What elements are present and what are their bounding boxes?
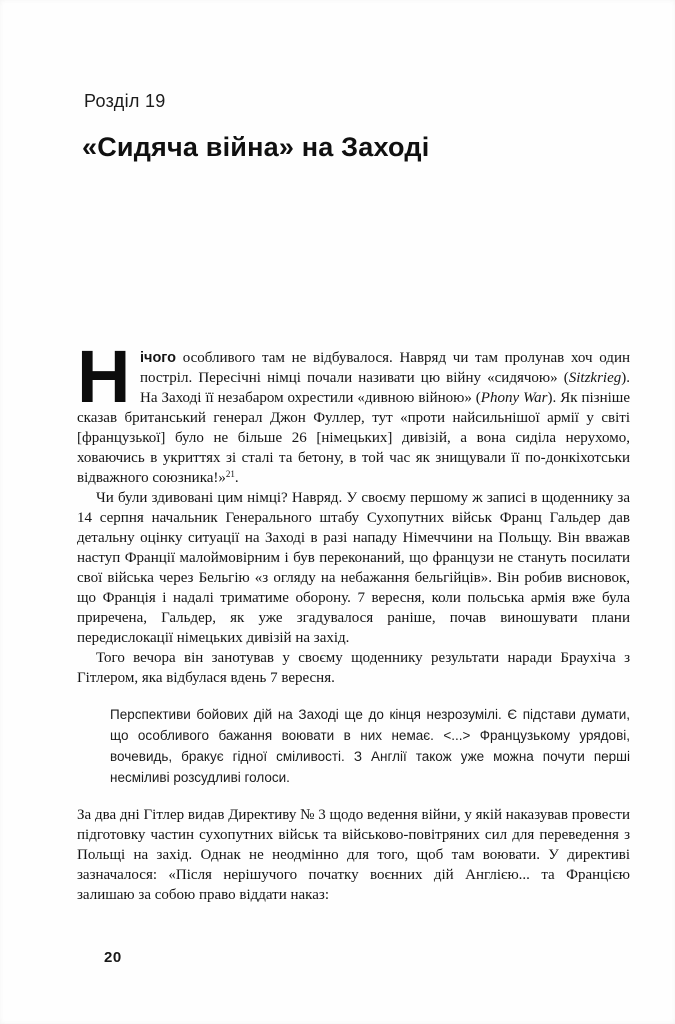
- paragraph-1-text: особливого там не відбувалося. Навряд чи там пролунав хоч один постріл. Пересічні німці почали називати цю війну «сидячою» (: [140, 350, 630, 386]
- footnote-reference: 21: [225, 469, 235, 479]
- chapter-label: Розділ 19: [84, 91, 166, 111]
- italic-term-sitzkrieg: Sitzkrieg: [568, 370, 622, 386]
- page-number: 20: [104, 949, 122, 966]
- dropcap-letter: Н: [77, 335, 131, 418]
- paragraph-3: Того вечора він занотував у своєму щоденнику результати наради Браухіча з Гітлером, яка відбулася вдень 7 вересня.: [77, 650, 630, 686]
- body-text: [77, 335, 630, 905]
- paragraph-4: За два дні Гітлер видав Директиву № 3 щодо ведення війни, у якій наказував провести підготовку частин сухопутних військ та військово-повітряних сил для переведення з Польщі на захід. Однак не неодмінно для того, щоб там воювати. У директиві зазначалося: «Після нерішучого початку воєнних дій Англією... та Францією залишаю за собою право віддати наказ:: [77, 807, 630, 903]
- paragraph-1-text: ). На Заході її незабаром охрестили «дивною війною» (: [140, 370, 630, 406]
- diary-quote: Перспективи бойових дій на Заході ще до кінця незрозумілі. Є підстави думати, що особливого бажання воювати в них немає. <...> Французькому урядові, вочевидь, бракує гідної сміливості. З Англії також уже можна почути перші несміливі розсудливі голоси.: [110, 707, 630, 785]
- paragraph-2: Чи були здивовані цим німці? Навряд. У своєму першому ж записі в щоденнику за 14 серпня начальник Генерального штабу Сухопутних військ Франц Гальдер дав детальну оцінку ситуації на Заході в разі нападу Німеччини на Польщу. Він вважав наступ Франції малоймовірним і був переконаний, що французи не стануть посилати свої війська через Бельгію «з огляду на небажання бельгійців». Він робив висновок, що Франція і надалі триматиме оборону. 7 вересня, коли польська армія вже була приречена, Гальдер, як уже згадувалося раніше, почав виношувати плани передислокації німецьких дивізій на захід.: [77, 490, 630, 646]
- lead-word-bold: ічого: [140, 350, 177, 366]
- paragraph-opening: [77, 335, 630, 488]
- italic-term-phony-war: Phony War: [480, 390, 548, 406]
- chapter-title: «Сидяча війна» на Заході: [82, 132, 430, 162]
- paragraph-1-text: ). Як пізніше сказав британський генерал Джон Фуллер, тут «проти найсильнішої армії у світі [французької] було не більше 26 [німецьких] дивізій, а вона сиділа нерухомо, ховаючись в укриттях зі сталі та бетону, в той час як знищували її по-донкіхотськи відважного союзника!»: [77, 390, 630, 486]
- paragraph-1-text: .: [234, 470, 239, 486]
